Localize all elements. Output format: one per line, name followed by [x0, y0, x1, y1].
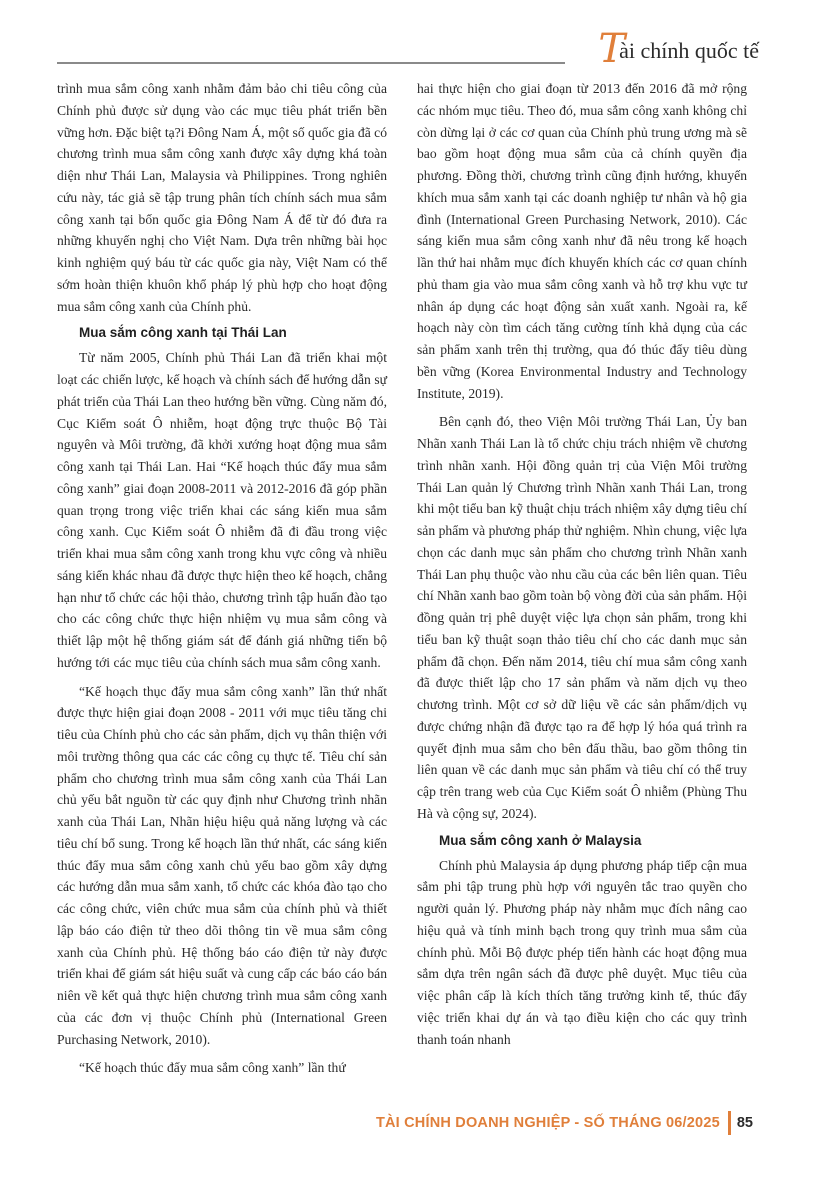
page-header: [0, 20, 815, 80]
header-rule: [57, 62, 565, 64]
paragraph: trình mua sắm công xanh nhằm đảm bảo chi tiêu công của Chính phủ được sử dụng vào các mục tiêu phát triển bền vững hơn. Đặc biệt tạ?i Đông Nam Á, một số quốc gia đã có chương trình mua sắm công xanh được xây dựng khá toàn diện như Thái Lan, Malaysia và Philippines. Trong nghiên cứu này, tác giả sẽ tập trung phân tích chính sách mua sắm công xanh tại bốn quốc gia Đông Nam Á để từ đó đưa ra những khuyến nghị cho Việt Nam. Dựa trên những bài học kinh nghiệm quý báu từ các quốc gia này, Việt Nam có thể sớm hoàn thiện khuôn khổ pháp lý phù hợp cho hoạt động mua sắm công xanh của Chính phủ.: [57, 81, 387, 314]
section-heading-malaysia: Mua sắm công xanh ở Malaysia: [439, 832, 642, 848]
section-logo-text: ài chính quốc tế: [619, 38, 759, 63]
right-column: [417, 78, 747, 1050]
paragraph: Chính phủ Malaysia áp dụng phương pháp tiếp cận mua sắm phi tập trung phù hợp với nguyên tắc trao quyền cho người quản lý. Phương pháp này nhằm mục đích nâng cao hiệu quả và tính minh bạch trong quy trình mua sắm của chính phủ. Mỗi Bộ được phép tiến hành các hoạt động mua sắm dựa trên ngân sách đã được phê duyệt. Mục tiêu của việc phân cấp là kích thích tăng trưởng kinh tế, thúc đẩy việc triển khai dự án và tạo điều kiện cho các quy trình thanh toán nhanh: [417, 857, 747, 1047]
journal-title: TÀI CHÍNH DOANH NGHIỆP - SỐ THÁNG 06/2025: [375, 1115, 720, 1131]
page-footer: [376, 1110, 753, 1136]
section-logo-initial: T: [598, 26, 626, 72]
paragraph: “Kế hoạch thục đẩy mua sắm công xanh” lần thứ nhất được thực hiện giai đoạn 2008 - 2011 với mục tiêu tăng chi tiêu của Chính phủ cho các sản phẩm, dịch vụ thân thiện với môi trường thông qua các các công cụ thực tế. Tiêu chí sản phẩm cho chương trình mua sắm công xanh của Thái Lan chủ yếu bắt nguồn từ các quy định như Chương trình nhãn xanh của Thái Lan, Nhãn hiệu hiệu quả năng lượng và các tiêu chí bổ sung. Trong kế hoạch lần thứ nhất, các sáng kiến thúc đẩy mua sắm công xanh chủ yếu bao gồm xây dựng các hướng dẫn mua sắm xanh, tổ chức các khóa đào tạo cho các công chức, viên chức mua sắm của chính phủ và thiết lập báo cáo điện tử theo dõi thông tin về mua sắm công xanh của Chính phủ. Hệ thống báo cáo điện tử này được triển khai để giám sát hiệu suất và cung cấp các báo cáo bán niên về kết quả thực hiện chương trình mua sắm công xanh của các đơn vị thuộc Chính phủ (International Green Purchasing Network, 2010).: [57, 683, 387, 1047]
section-heading-thailand: Mua sắm công xanh tại Thái Lan: [79, 325, 287, 341]
page-number: 85: [736, 1115, 753, 1131]
section-logo: [598, 22, 759, 72]
paragraph: hai thực hiện cho giai đoạn từ 2013 đến 2016 đã mở rộng các nhóm mục tiêu. Theo đó, mua sắm công xanh không chỉ còn dừng lại ở các cơ quan của Chính phủ trung ương mà sẽ bao gồm hoạt động mua sắm của cả chính quyền địa phương. Đồng thời, chương trình cũng định hướng, khuyến khích mua sắm xanh tại các doanh nghiệp tư nhân và hộ gia đình (International Green Purchasing Network, 2010). Các sáng kiến mua sắm công xanh như đã nêu trong kế hoạch lần thứ hai nhằm mục đích khuyến khích các cơ quan chính phủ tham gia vào mua sắm công xanh và hỗ trợ khu vực tư nhân áp dụng các hoạt động sản xuất xanh. Ngoài ra, kế hoạch này còn tìm cách tăng cường tính khả dụng của các sản phẩm xanh trên thị trường, qua đó thúc đẩy tiêu dùng bền vững (Korea Environmental Industry and Technology Institute, 2019).: [417, 81, 747, 401]
left-column: [57, 78, 387, 1079]
paragraph: “Kế hoạch thúc đẩy mua sắm công xanh” lần thứ: [79, 1060, 346, 1076]
footer-divider: [728, 1111, 731, 1135]
paragraph: Từ năm 2005, Chính phủ Thái Lan đã triển khai một loạt các chiến lược, kế hoạch và chính sách để hướng dẫn sự phát triển của Thái Lan theo hướng bền vững. Cùng năm đó, Cục Kiểm soát Ô nhiễm, hoạt động trực thuộc Bộ Tài nguyên và Môi trường, đã khởi xướng hoạt động mua sắm công xanh tại Thái Lan. Hai “Kế hoạch thúc đẩy mua sắm công xanh” giai đoạn 2008-2011 và 2012-2016 đã góp phần quan trọng trong việc triển khai các sáng kiến mua sắm công xanh. Cục Kiểm soát Ô nhiễm đã đi đầu trong việc triển khai mua sắm công xanh trong khu vực công và nhiều sáng kiến khác nhau đã được thực hiện theo kế hoạch, chẳng hạn như tổ chức các hội thảo, chương trình tập huấn đào tạo cho các công chức thực hiện nhiệm vụ mua sắm công và thiết lập một hệ thống giám sát để đánh giá những tiến bộ hướng tới các mục tiêu của chính sách mua sắm công xanh.: [57, 350, 387, 670]
paragraph: Bên cạnh đó, theo Viện Môi trường Thái Lan, Ủy ban Nhãn xanh Thái Lan là tổ chức chịu trách nhiệm về chương trình nhãn xanh. Hội đồng quản trị của Viện Môi trường Thái Lan quản lý Chương trình Nhãn xanh Thái Lan, trong khi một tiểu ban kỹ thuật chịu trách nhiệm xây dựng tiêu chí sản phẩm và phương pháp thử nghiệm. Nhìn chung, việc lựa chọn các danh mục sản phẩm cho chương trình Nhãn xanh Thái Lan phụ thuộc vào nhu cầu của các bên liên quan. Tiêu chí Nhãn xanh bao gồm toàn bộ vòng đời của sản phẩm. Hội đồng quản trị phê duyệt việc lựa chọn sản phẩm, trong khi tiểu ban kỹ thuật soạn thảo tiêu chí cho các danh mục sản phẩm đã chọn. Đến năm 2014, tiêu chí mua sắm công xanh đã được thiết lập cho 17 sản phẩm và năm dịch vụ theo chương trình. Một cơ sở dữ liệu về các sản phẩm/dịch vụ được chứng nhận đã được tạo ra để hợp lý hóa quá trình ra quyết định mua sắm cho bên đấu thầu, bao gồm thông tin liên quan về các danh mục sản phẩm và tiêu chí có thể truy cập trên trang web của Cục Kiểm soát Ô nhiễm (Phùng Thu Hà và cộng sự, 2024).: [417, 414, 747, 821]
